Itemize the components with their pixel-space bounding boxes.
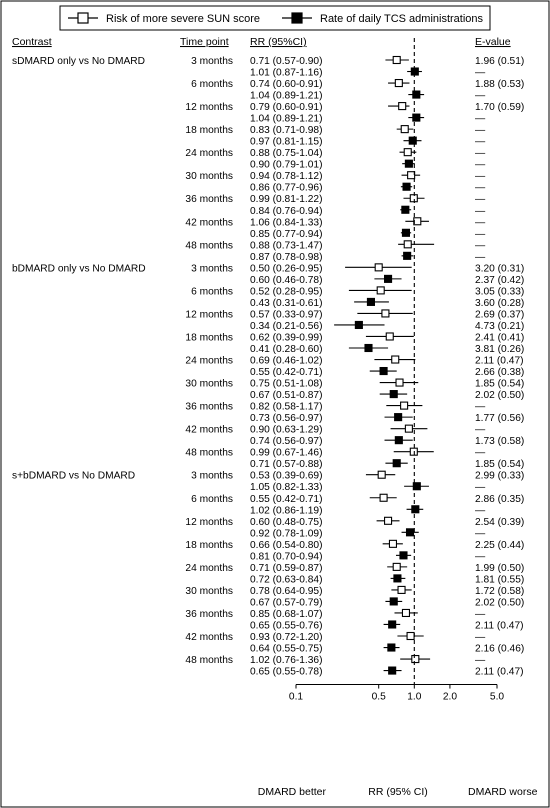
time-point-label: 6 months bbox=[191, 493, 233, 505]
point-estimate-open bbox=[404, 241, 411, 248]
header-evalue: E-value bbox=[475, 36, 511, 48]
point-estimate-filled bbox=[403, 183, 410, 190]
evalue-label: — bbox=[475, 240, 486, 252]
evalue-label: 2.16 (0.46) bbox=[475, 643, 525, 655]
contrast-label: bDMARD only vs No DMARD bbox=[12, 263, 146, 275]
rr-ci-label: 0.92 (0.78-1.09) bbox=[250, 528, 323, 540]
evalue-label: 2.37 (0.42) bbox=[475, 274, 525, 286]
evalue-label: — bbox=[475, 113, 486, 125]
evalue-label: — bbox=[475, 655, 486, 667]
point-estimate-open bbox=[380, 494, 387, 501]
point-estimate-open bbox=[395, 80, 402, 87]
time-point-label: 18 months bbox=[185, 332, 233, 344]
point-estimate-filled bbox=[393, 460, 400, 467]
time-point-label: 12 months bbox=[185, 102, 233, 114]
evalue-label: 2.99 (0.33) bbox=[475, 470, 525, 482]
time-point-label: 42 months bbox=[185, 424, 233, 436]
rr-ci-label: 0.71 (0.57-0.90) bbox=[250, 56, 323, 67]
time-point-label: 36 months bbox=[185, 608, 233, 620]
rr-ci-label: 0.53 (0.39-0.69) bbox=[250, 470, 323, 482]
rr-ci-label: 0.60 (0.48-0.75) bbox=[250, 516, 323, 528]
point-estimate-open bbox=[412, 656, 419, 663]
rr-ci-label: 0.62 (0.39-0.99) bbox=[250, 332, 323, 344]
evalue-label: — bbox=[475, 528, 486, 540]
time-point-label: 18 months bbox=[185, 539, 233, 551]
time-point-label: 36 months bbox=[185, 194, 233, 206]
legend-open-label: Risk of more severe SUN score bbox=[106, 13, 261, 25]
time-point-label: 3 months bbox=[191, 263, 233, 275]
rr-ci-label: 0.71 (0.57-0.88) bbox=[250, 459, 323, 471]
time-point-label: 6 months bbox=[191, 79, 233, 91]
evalue-label: 2.86 (0.35) bbox=[475, 493, 525, 505]
evalue-label: 1.88 (0.53) bbox=[475, 79, 525, 91]
evalue-label: — bbox=[475, 447, 486, 459]
point-estimate-filled bbox=[389, 621, 396, 628]
rr-ci-label: 0.97 (0.81-1.15) bbox=[250, 136, 323, 148]
contrast-label: s+bDMARD vs No DMARD bbox=[12, 470, 136, 482]
rr-ci-label: 1.05 (0.82-1.33) bbox=[250, 482, 323, 494]
point-estimate-open bbox=[392, 356, 399, 363]
point-estimate-open bbox=[404, 149, 411, 156]
evalue-label: 2.02 (0.50) bbox=[475, 390, 525, 402]
rr-ci-label: 0.90 (0.63-1.29) bbox=[250, 424, 323, 436]
x-tick-label: 5.0 bbox=[489, 691, 505, 703]
evalue-label: — bbox=[475, 90, 486, 102]
point-estimate-filled bbox=[407, 529, 414, 536]
rr-ci-label: 0.75 (0.51-1.08) bbox=[250, 378, 323, 390]
evalue-label: 2.02 (0.50) bbox=[475, 597, 525, 609]
rr-ci-label: 0.87 (0.78-0.98) bbox=[250, 251, 323, 263]
rr-ci-label: 0.65 (0.55-0.76) bbox=[250, 620, 323, 632]
time-point-label: 24 months bbox=[185, 355, 233, 367]
point-estimate-open bbox=[378, 471, 385, 478]
rr-ci-label: 0.86 (0.77-0.96) bbox=[250, 182, 323, 194]
point-estimate-filled bbox=[412, 506, 419, 513]
time-point-label: 48 months bbox=[185, 447, 233, 459]
rr-ci-label: 0.74 (0.56-0.97) bbox=[250, 436, 323, 448]
evalue-label: 1.70 (0.59) bbox=[475, 102, 525, 114]
x-tick-label: 0.5 bbox=[371, 691, 386, 703]
time-point-label: 48 months bbox=[185, 655, 233, 667]
point-estimate-open bbox=[382, 310, 389, 317]
evalue-label: 2.54 (0.39) bbox=[475, 516, 525, 528]
rr-ci-label: 0.90 (0.79-1.01) bbox=[250, 159, 323, 171]
rr-ci-label: 0.60 (0.46-0.78) bbox=[250, 274, 323, 286]
evalue-label: 1.96 (0.51) bbox=[475, 56, 525, 67]
evalue-label: — bbox=[475, 125, 486, 137]
point-estimate-open bbox=[401, 126, 408, 133]
time-point-label: 3 months bbox=[191, 470, 233, 482]
rr-ci-label: 0.99 (0.67-1.46) bbox=[250, 447, 323, 459]
point-estimate-filled bbox=[404, 252, 411, 259]
time-point-label: 30 months bbox=[185, 378, 233, 390]
point-estimate-open bbox=[405, 425, 412, 432]
rr-ci-label: 0.74 (0.60-0.91) bbox=[250, 79, 323, 91]
evalue-label: — bbox=[475, 194, 486, 206]
evalue-label: 2.11 (0.47) bbox=[475, 666, 524, 678]
point-estimate-filled bbox=[390, 391, 397, 398]
point-estimate-open bbox=[393, 563, 400, 570]
time-point-label: 42 months bbox=[185, 217, 233, 229]
evalue-label: — bbox=[475, 182, 486, 194]
evalue-label: 1.72 (0.58) bbox=[475, 585, 525, 597]
rr-ci-label: 0.88 (0.75-1.04) bbox=[250, 148, 323, 160]
rr-ci-label: 0.64 (0.55-0.75) bbox=[250, 643, 323, 655]
rr-ci-label: 0.72 (0.63-0.84) bbox=[250, 574, 323, 586]
point-estimate-open bbox=[408, 172, 415, 179]
evalue-label: 2.11 (0.47) bbox=[475, 355, 524, 367]
rr-ci-label: 0.93 (0.72-1.20) bbox=[250, 632, 323, 643]
point-estimate-filled bbox=[394, 575, 401, 582]
x-tick-label: 0.1 bbox=[288, 691, 304, 703]
rr-ci-label: 1.02 (0.86-1.19) bbox=[250, 505, 323, 517]
point-estimate-open bbox=[393, 57, 400, 64]
point-estimate-filled bbox=[365, 345, 372, 352]
evalue-label: 3.05 (0.33) bbox=[475, 286, 525, 298]
point-estimate-open bbox=[407, 633, 414, 640]
evalue-label: 3.20 (0.31) bbox=[475, 263, 525, 275]
evalue-label: 1.73 (0.58) bbox=[475, 436, 525, 448]
rr-ci-label: 0.99 (0.81-1.22) bbox=[250, 194, 323, 206]
axis-label-center: RR (95% CI) bbox=[368, 786, 428, 798]
rr-ci-label: 0.43 (0.31-0.61) bbox=[250, 297, 323, 309]
evalue-label: — bbox=[475, 551, 486, 563]
time-point-label: 18 months bbox=[185, 125, 233, 137]
point-estimate-open bbox=[377, 287, 384, 294]
time-point-label: 12 months bbox=[185, 516, 233, 528]
evalue-label: — bbox=[475, 159, 486, 171]
rr-ci-label: 0.83 (0.71-0.98) bbox=[250, 125, 323, 137]
point-estimate-filled bbox=[400, 552, 407, 559]
evalue-label: 2.11 (0.47) bbox=[475, 620, 524, 632]
evalue-label: 2.66 (0.38) bbox=[475, 367, 525, 379]
rr-ci-label: 1.02 (0.76-1.36) bbox=[250, 655, 323, 667]
x-tick-label: 1.0 bbox=[407, 691, 422, 703]
time-point-label: 48 months bbox=[185, 240, 233, 252]
rr-ci-label: 0.69 (0.46-1.02) bbox=[250, 355, 323, 367]
point-estimate-open bbox=[385, 517, 392, 524]
evalue-label: — bbox=[475, 632, 486, 643]
point-estimate-open bbox=[375, 264, 382, 271]
rr-ci-label: 0.71 (0.59-0.87) bbox=[250, 562, 323, 574]
legend-filled-marker bbox=[292, 13, 302, 23]
rr-ci-label: 0.55 (0.42-0.71) bbox=[250, 367, 323, 379]
evalue-label: — bbox=[475, 67, 486, 79]
evalue-label: 1.99 (0.50) bbox=[475, 562, 525, 574]
point-estimate-filled bbox=[380, 368, 387, 375]
evalue-label: — bbox=[475, 505, 486, 517]
evalue-label: 2.25 (0.44) bbox=[475, 539, 525, 551]
evalue-label: 3.81 (0.26) bbox=[475, 344, 525, 355]
contrast-label: sDMARD only vs No DMARD bbox=[12, 56, 146, 67]
point-estimate-open bbox=[402, 609, 409, 616]
time-point-label: 24 months bbox=[185, 148, 233, 160]
rr-ci-label: 1.04 (0.89-1.21) bbox=[250, 113, 323, 125]
rr-ci-label: 0.84 (0.76-0.94) bbox=[250, 205, 323, 217]
header-time-point: Time point bbox=[180, 36, 229, 48]
point-estimate-filled bbox=[402, 229, 409, 236]
time-point-label: 24 months bbox=[185, 562, 233, 574]
rr-ci-label: 1.01 (0.87-1.16) bbox=[250, 67, 323, 79]
rr-ci-label: 0.88 (0.73-1.47) bbox=[250, 240, 323, 252]
time-point-label: 6 months bbox=[191, 286, 233, 298]
evalue-label: — bbox=[475, 148, 486, 160]
evalue-label: — bbox=[475, 608, 486, 620]
time-point-label: 30 months bbox=[185, 171, 233, 183]
point-estimate-filled bbox=[395, 437, 402, 444]
point-estimate-filled bbox=[395, 414, 402, 421]
rr-ci-label: 0.81 (0.70-0.94) bbox=[250, 551, 323, 563]
rr-ci-label: 0.52 (0.28-0.95) bbox=[250, 286, 323, 298]
legend-filled-label: Rate of daily TCS administrations bbox=[320, 13, 484, 25]
evalue-label: 3.60 (0.28) bbox=[475, 297, 525, 309]
time-point-label: 36 months bbox=[185, 401, 233, 413]
rr-ci-label: 0.67 (0.51-0.87) bbox=[250, 390, 323, 402]
legend-open-marker bbox=[78, 13, 88, 23]
point-estimate-filled bbox=[388, 644, 395, 651]
point-estimate-filled bbox=[409, 137, 416, 144]
evalue-label: 1.81 (0.55) bbox=[475, 574, 525, 586]
header-contrast: Contrast bbox=[12, 36, 52, 48]
point-estimate-open bbox=[396, 379, 403, 386]
header-rr: RR (95%CI) bbox=[250, 36, 307, 48]
rr-ci-label: 1.06 (0.84-1.33) bbox=[250, 217, 323, 229]
rr-ci-label: 0.65 (0.55-0.78) bbox=[250, 666, 323, 678]
rr-ci-label: 0.57 (0.33-0.97) bbox=[250, 309, 323, 321]
evalue-label: — bbox=[475, 424, 486, 436]
point-estimate-open bbox=[401, 402, 408, 409]
evalue-label: — bbox=[475, 482, 486, 494]
rr-ci-label: 0.66 (0.54-0.80) bbox=[250, 539, 323, 551]
evalue-label: 2.41 (0.41) bbox=[475, 332, 525, 344]
rr-ci-label: 0.94 (0.78-1.12) bbox=[250, 171, 323, 183]
point-estimate-open bbox=[389, 540, 396, 547]
rr-ci-label: 0.82 (0.58-1.17) bbox=[250, 401, 323, 413]
axis-label-right: DMARD worse bbox=[468, 786, 538, 798]
point-estimate-filled bbox=[402, 206, 409, 213]
rr-ci-label: 0.85 (0.77-0.94) bbox=[250, 228, 323, 240]
point-estimate-filled bbox=[367, 298, 374, 305]
evalue-label: — bbox=[475, 171, 486, 183]
evalue-label: 1.85 (0.54) bbox=[475, 378, 525, 390]
evalue-label: — bbox=[475, 205, 486, 217]
rr-ci-label: 0.78 (0.64-0.95) bbox=[250, 585, 323, 597]
evalue-label: 1.77 (0.56) bbox=[475, 413, 525, 425]
rr-ci-label: 0.67 (0.57-0.79) bbox=[250, 597, 323, 609]
point-estimate-filled bbox=[385, 275, 392, 282]
evalue-label: — bbox=[475, 217, 486, 229]
point-estimate-open bbox=[398, 586, 405, 593]
rr-ci-label: 0.41 (0.28-0.60) bbox=[250, 344, 323, 355]
point-estimate-filled bbox=[405, 160, 412, 167]
evalue-label: — bbox=[475, 136, 486, 148]
time-point-label: 30 months bbox=[185, 585, 233, 597]
evalue-label: 4.73 (0.21) bbox=[475, 320, 525, 332]
rr-ci-label: 0.73 (0.56-0.97) bbox=[250, 413, 323, 425]
evalue-label: — bbox=[475, 251, 486, 263]
legend bbox=[60, 6, 490, 30]
rr-ci-label: 0.79 (0.60-0.91) bbox=[250, 102, 323, 114]
rr-ci-label: 0.55 (0.42-0.71) bbox=[250, 493, 323, 505]
axis-label-left: DMARD better bbox=[257, 786, 326, 798]
rr-ci-label: 1.04 (0.89-1.21) bbox=[250, 90, 323, 102]
evalue-label: — bbox=[475, 401, 486, 413]
point-estimate-filled bbox=[355, 321, 362, 328]
rr-ci-label: 0.85 (0.68-1.07) bbox=[250, 608, 323, 620]
rr-ci-label: 0.34 (0.21-0.56) bbox=[250, 320, 323, 332]
time-point-label: 12 months bbox=[185, 309, 233, 321]
point-estimate-filled bbox=[389, 667, 396, 674]
point-estimate-open bbox=[386, 333, 393, 340]
time-point-label: 3 months bbox=[191, 56, 233, 67]
time-point-label: 42 months bbox=[185, 632, 233, 643]
rr-ci-label: 0.50 (0.26-0.95) bbox=[250, 263, 323, 275]
point-estimate-open bbox=[399, 103, 406, 110]
evalue-label: — bbox=[475, 228, 486, 240]
x-tick-label: 2.0 bbox=[442, 691, 458, 703]
point-estimate-filled bbox=[390, 598, 397, 605]
evalue-label: 1.85 (0.54) bbox=[475, 459, 525, 471]
evalue-label: 2.69 (0.37) bbox=[475, 309, 525, 321]
